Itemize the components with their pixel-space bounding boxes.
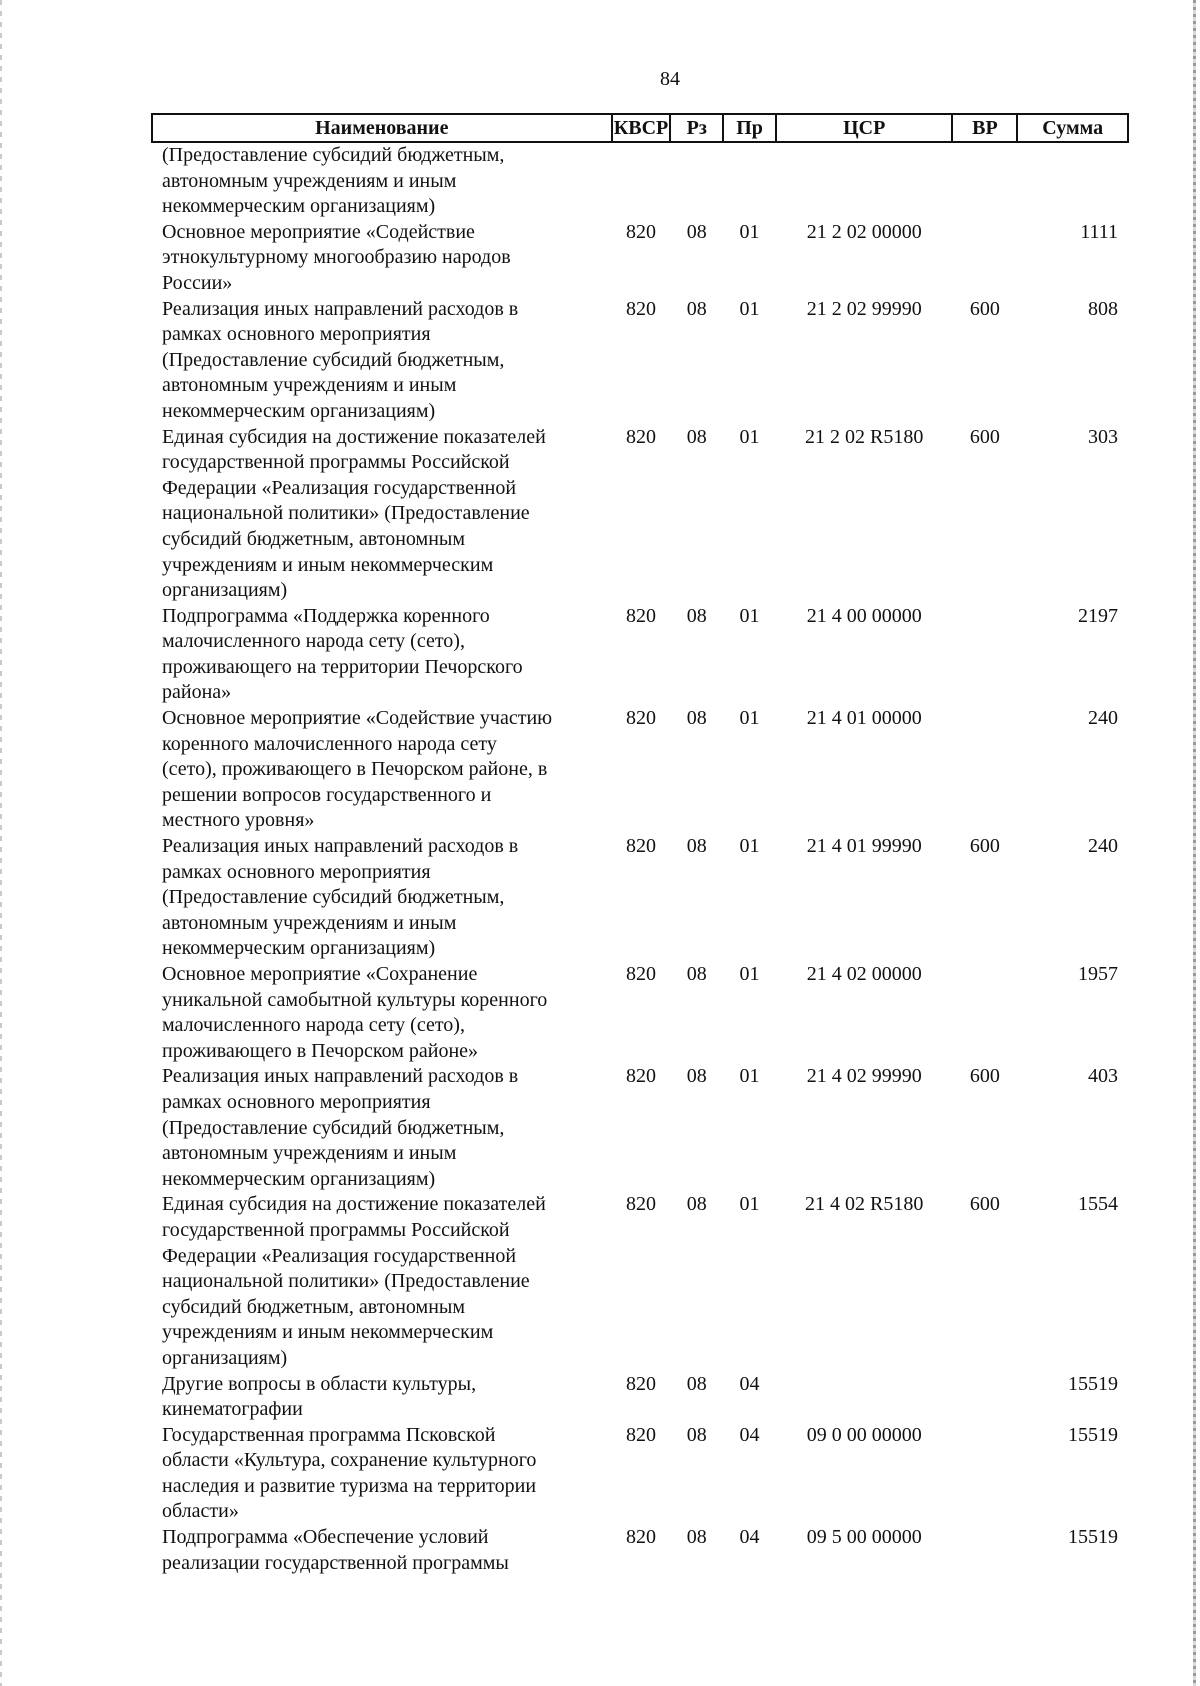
cell-sum: 240 [1088, 835, 1118, 858]
cell-rz: 08 [686, 1526, 707, 1549]
cell-csr: 09 0 00 00000 [806, 1423, 922, 1446]
table-row [152, 1064, 1128, 1192]
header-csr: ЦСР [776, 114, 953, 142]
cell-rz: 08 [686, 425, 707, 448]
cell-sum: 15519 [1068, 1372, 1118, 1395]
table-row [152, 1192, 1128, 1371]
cell-rz: 08 [686, 1193, 707, 1216]
cell-pr: 01 [739, 835, 760, 858]
table-row [152, 962, 1128, 1064]
cell-rz: 08 [686, 963, 707, 985]
table-row [152, 1372, 1128, 1423]
cell-vr [952, 142, 1017, 220]
cell-pr: 01 [739, 425, 760, 448]
cell-vr: 600 [969, 1193, 1000, 1216]
cell-kvsr: 820 [626, 707, 656, 730]
cell-kvsr: 820 [626, 1065, 656, 1088]
table-row [152, 1525, 1128, 1576]
cell-csr: 21 2 02 R5180 [805, 425, 924, 448]
cell-sum: 240 [1088, 707, 1118, 730]
cell-rz: 08 [686, 1423, 707, 1446]
cell-csr: 21 4 01 00000 [806, 707, 922, 730]
cell-kvsr: 820 [626, 425, 656, 448]
cell-pr [723, 142, 776, 220]
table-row [152, 220, 1128, 297]
cell-vr [952, 220, 1017, 297]
cell-pr: 04 [739, 1526, 760, 1549]
cell-vr: 600 [969, 297, 1000, 320]
cell-name: Подпрограмма «Поддержка коренного малочисленного народа сету (сето), проживающего на территории Печорского района» [162, 604, 523, 704]
cell-name: Основное мероприятие «Содействие этнокультурному многообразию народов России» [162, 220, 511, 294]
cell-name: Государственная программа Псковской области «Культура, сохранение культурного наследия и развитие туризма на территории области» [162, 1423, 537, 1523]
scan-edge-left [0, 0, 2, 1686]
cell-name: Реализация иных направлений расходов в рамках основного мероприятия (Предоставление субсидий бюджетным, автономным учреждениям и иным некоммерческим организациям) [162, 1065, 519, 1190]
cell-rz: 08 [686, 707, 707, 730]
cell-rz: 08 [686, 835, 707, 858]
cell-csr: 09 5 00 00000 [806, 1526, 922, 1549]
cell-csr: 21 4 02 R5180 [805, 1193, 924, 1216]
cell-vr: 600 [969, 835, 1000, 858]
table-row [152, 142, 1128, 220]
cell-csr: 21 2 02 00000 [806, 220, 922, 243]
cell-sum: 1111 [1080, 220, 1118, 243]
cell-vr [952, 1423, 1017, 1525]
cell-sum: 403 [1088, 1065, 1118, 1088]
table-row [152, 706, 1128, 834]
cell-pr: 04 [739, 1423, 760, 1446]
cell-vr: 600 [969, 425, 1000, 448]
cell-vr [952, 1372, 1017, 1423]
cell-csr [776, 1372, 953, 1423]
cell-vr: 600 [969, 1065, 1000, 1088]
cell-csr: 21 2 02 99990 [806, 297, 922, 320]
cell-pr: 01 [739, 1065, 760, 1088]
cell-csr: 21 4 01 99990 [806, 835, 922, 858]
cell-pr: 01 [739, 220, 760, 243]
table-row [152, 1423, 1128, 1525]
cell-name: Единая субсидия на достижение показателей государственной программы Российской Федерации «Реализация государственной национальной политики» (Предоставление субсидий бюджетным, автономным учреждениям и иным некоммерческим организациям) [162, 1193, 546, 1369]
cell-csr: 21 4 02 00000 [806, 963, 922, 985]
cell-kvsr: 820 [626, 1193, 656, 1216]
cell-pr: 01 [739, 297, 760, 320]
cell-name: Подпрограмма «Обеспечение условий реализации государственной программы [162, 1526, 509, 1574]
cell-pr: 01 [739, 604, 760, 627]
table-row [152, 604, 1128, 706]
cell-pr: 01 [739, 707, 760, 730]
cell-rz: 08 [686, 1372, 707, 1395]
cell-sum: 808 [1088, 297, 1118, 320]
cell-sum: 2197 [1078, 604, 1118, 627]
cell-kvsr: 820 [626, 604, 656, 627]
cell-vr [952, 604, 1017, 706]
header-vr: ВР [952, 114, 1017, 142]
header-rz: Рз [670, 114, 723, 142]
cell-sum: 15519 [1068, 1526, 1118, 1549]
cell-rz: 08 [686, 604, 707, 627]
cell-sum: 303 [1088, 425, 1118, 448]
cell-rz: 08 [686, 220, 707, 243]
header-name: Наименование [152, 114, 612, 142]
cell-rz: 08 [686, 297, 707, 320]
budget-table [151, 113, 1129, 1576]
cell-vr [952, 1525, 1017, 1576]
cell-csr: 21 4 02 99990 [806, 1065, 922, 1088]
cell-vr [952, 706, 1017, 834]
cell-kvsr [612, 142, 671, 220]
cell-csr [776, 142, 953, 220]
cell-kvsr: 820 [626, 297, 656, 320]
table-body [152, 142, 1128, 1576]
cell-name: Основное мероприятие «Сохранение уникальной самобытной культуры коренного малочисленного народа сету (сето), проживающего в Печорском районе» [162, 963, 548, 1062]
scan-edge-right [1193, 0, 1196, 1686]
header-pr: Пр [723, 114, 776, 142]
page-number: 84 [660, 68, 680, 90]
cell-rz: 08 [686, 1065, 707, 1088]
cell-kvsr: 820 [626, 1372, 656, 1395]
table-row [152, 425, 1128, 604]
header-sum: Сумма [1017, 114, 1128, 142]
header-kvsr: КВСР [612, 114, 671, 142]
cell-rz [670, 142, 723, 220]
cell-name: Реализация иных направлений расходов в рамках основного мероприятия (Предоставление субсидий бюджетным, автономным учреждениям и иным некоммерческим организациям) [162, 297, 519, 422]
table-row [152, 297, 1128, 425]
cell-kvsr: 820 [626, 835, 656, 858]
cell-name: (Предоставление субсидий бюджетным, автономным учреждениям и иным некоммерческим организациям) [162, 144, 505, 218]
table-header-row [152, 114, 1128, 142]
cell-sum: 1554 [1078, 1193, 1118, 1216]
cell-pr: 04 [739, 1372, 760, 1395]
table-row [152, 834, 1128, 962]
cell-pr: 01 [739, 963, 760, 985]
cell-name: Основное мероприятие «Содействие участию коренного малочисленного народа сету (сето), проживающего в Печорском районе, в решении вопросов государственного и местного уровня» [162, 707, 553, 832]
cell-kvsr: 820 [626, 963, 656, 985]
cell-kvsr: 820 [626, 1423, 656, 1446]
cell-sum: 15519 [1068, 1423, 1118, 1446]
cell-sum: 1957 [1078, 963, 1118, 985]
cell-kvsr: 820 [626, 220, 656, 243]
cell-csr: 21 4 00 00000 [806, 604, 922, 627]
cell-name: Единая субсидия на достижение показателей государственной программы Российской Федерации «Реализация государственной национальной политики» (Предоставление субсидий бюджетным, автономным учреждениям и иным некоммерческим организациям) [162, 425, 546, 602]
cell-sum [1017, 142, 1128, 220]
cell-name: Другие вопросы в области культуры, кинематографии [162, 1372, 477, 1421]
cell-pr: 01 [739, 1193, 760, 1216]
cell-kvsr: 820 [626, 1526, 656, 1549]
cell-vr [952, 962, 1017, 1064]
cell-name: Реализация иных направлений расходов в рамках основного мероприятия (Предоставление субсидий бюджетным, автономным учреждениям и иным некоммерческим организациям) [162, 835, 519, 960]
